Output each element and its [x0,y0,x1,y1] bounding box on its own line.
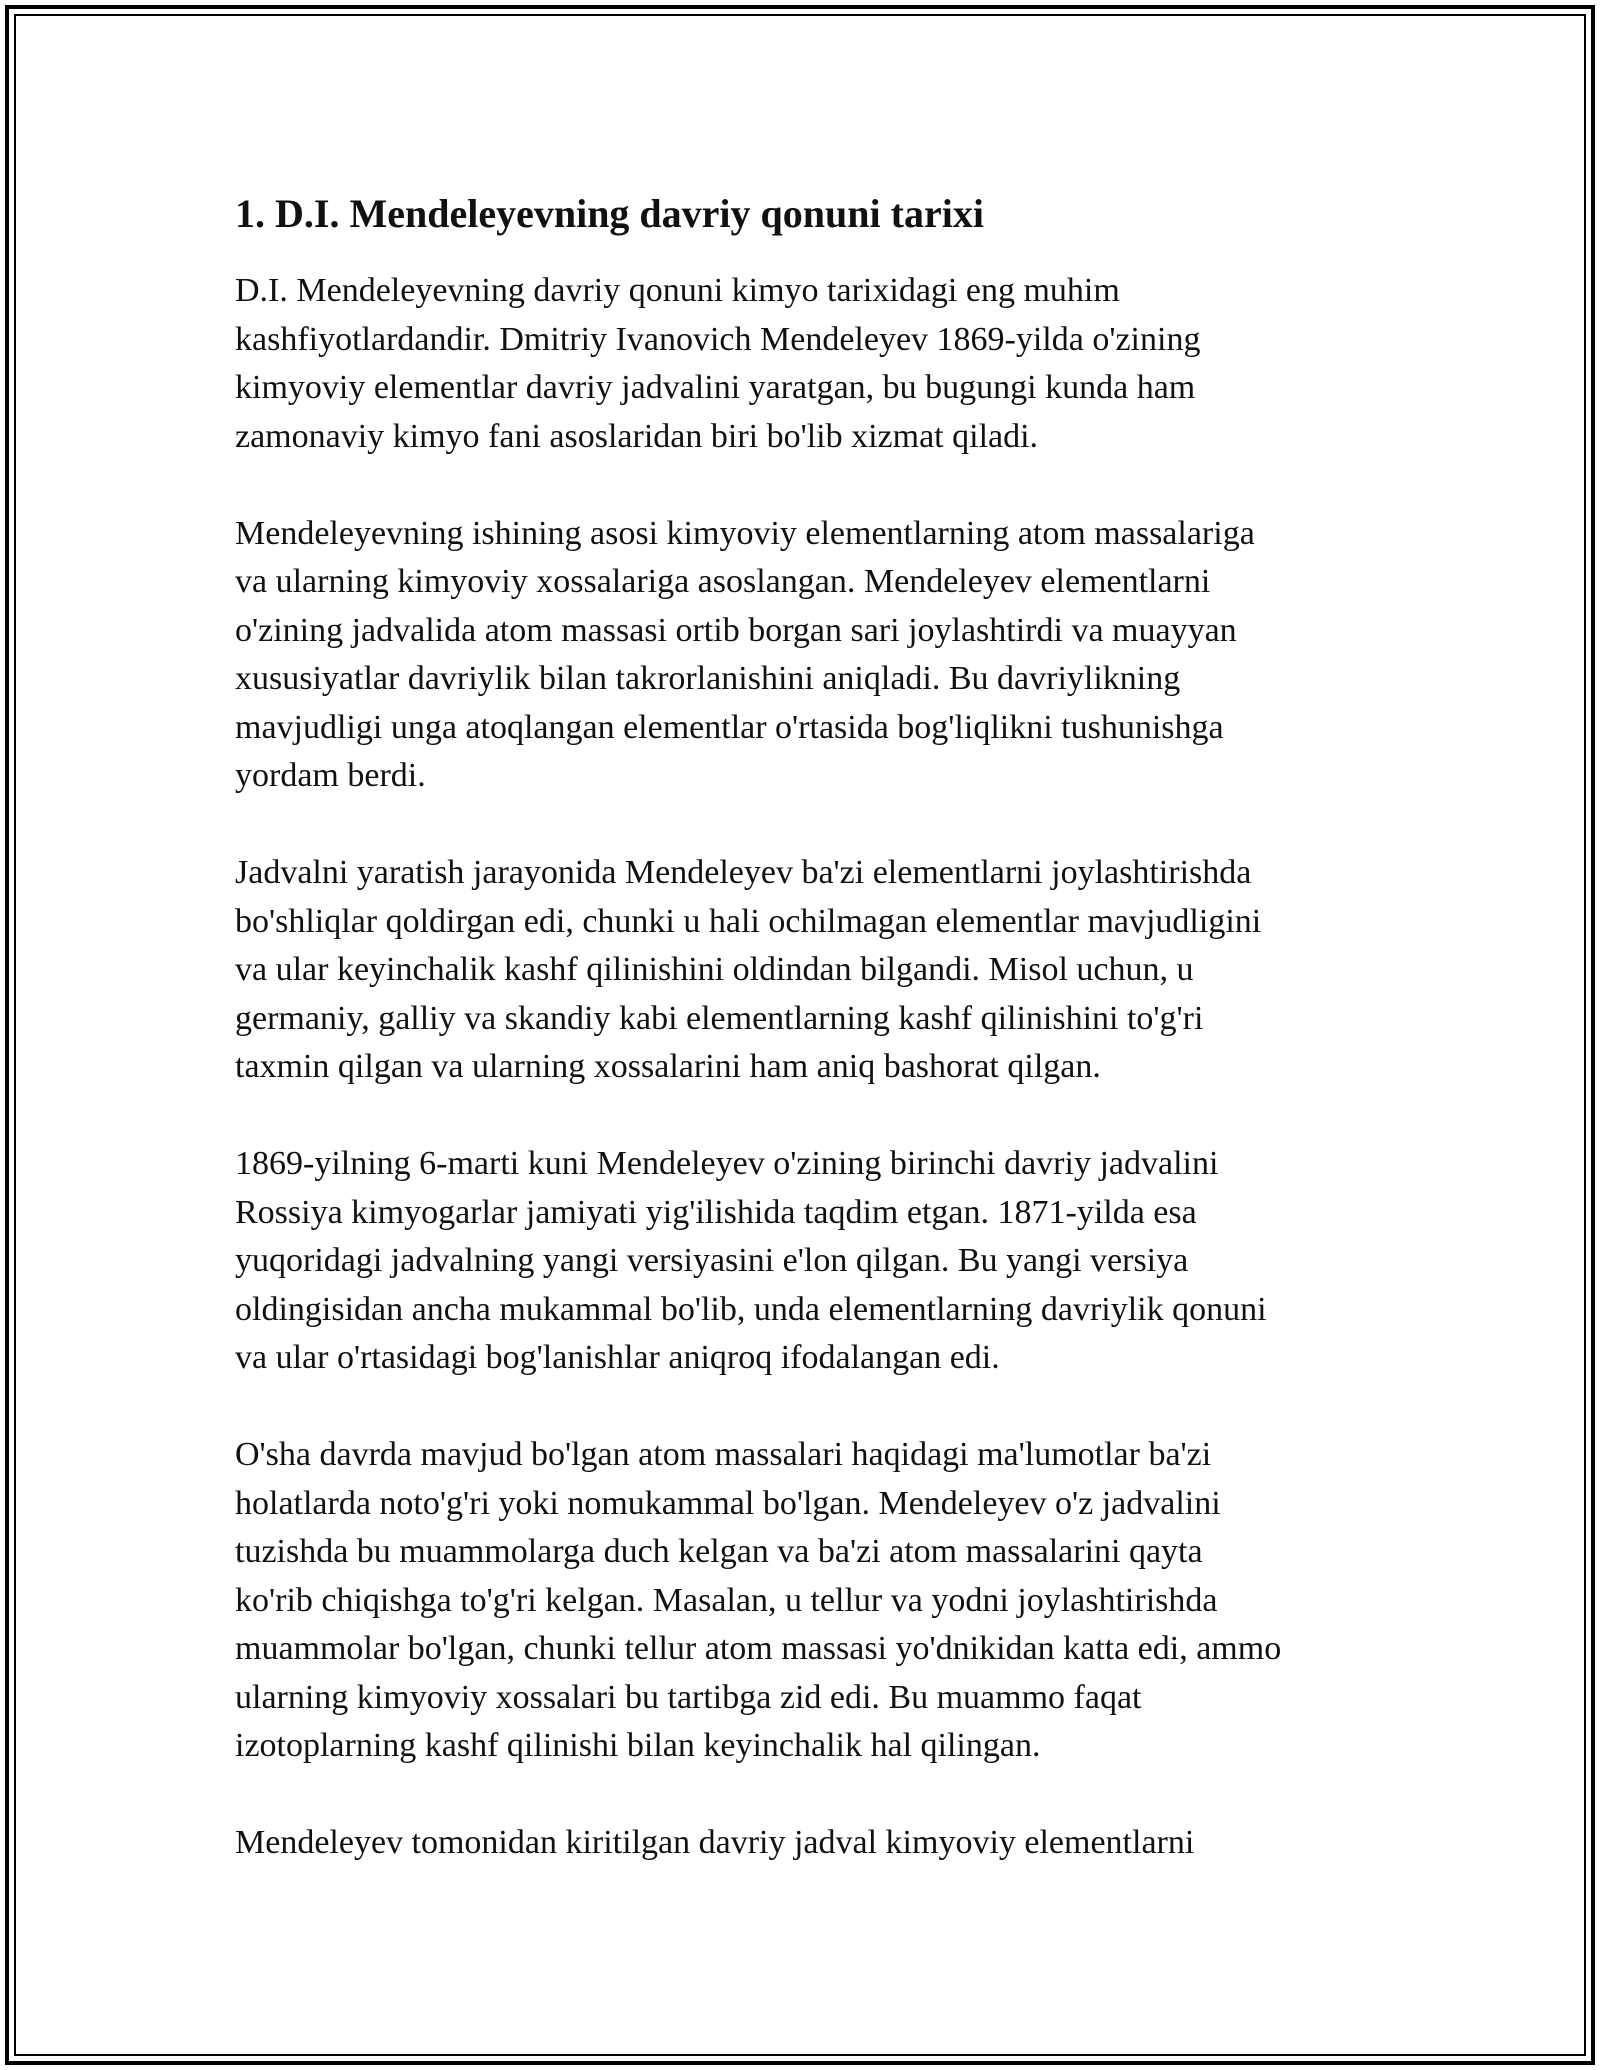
paragraph-5: O'sha davrda mavjud bo'lgan atom massalari haqidagi ma'lumotlar ba'zi holatlarda noto'g'ri yoki nomukammal bo'lgan. Mendeleyev o'z jadvalini tuzishda bu muammolarga duch kelgan va ba'zi atom massalarini qayta ko'rib chiqishga to'g'ri kelgan. Masalan, u tellur va yodni joylashtirishda muammolar bo'lgan, chunki tellur atom massasi yo'dnikidan katta edi, ammo ularning kimyoviy xossalari bu tartibga zid edi. Bu muammo faqat izotoplarning kashf qilinishi bilan keyinchalik hal qilingan. [235,1436,1282,1764]
paragraph-6: Mendeleyev tomonidan kiritilgan davriy jadval kimyoviy elementlarni [235,1824,1195,1861]
paragraph-4: 1869-yilning 6-marti kuni Mendeleyev o'zining birinchi davriy jadvalini Rossiya kimyogarlar jamiyati yig'ilishida taqdim etgan. 1871-yilda esa yuqoridagi jadvalning yangi versiyasini e'lon qilgan. Bu yangi versiya oldingisidan ancha mukammal bo'lib, unda elementlarning davriylik qonuni va ular o'rtasidagi bog'lanishlar aniqroq ifodalangan edi. [235,1145,1267,1376]
document-body [235,185,1385,1916]
paragraph-1: D.I. Mendeleyevning davriy qonuni kimyo tarixidagi eng muhim kashfiyotlardandir. Dmitriy Ivanovich Mendeleyev 1869-yilda o'zining kimyoviy elementlar davriy jadvalini yaratgan, bu bugungi kunda ham zamonaviy kimyo fani asoslaridan biri bo'lib xizmat qiladi. [235,272,1201,455]
paragraph-3: Jadvalni yaratish jarayonida Mendeleyev ba'zi elementlarni joylashtirishda bo'shliqlar qoldirgan edi, chunki u hali ochilmagan elementlar mavjudligini va ular keyinchalik kashf qilinishini oldindan bilgandi. Misol uchun, u germaniy, galliy va skandiy kabi elementlarning kashf qilinishini to'g'ri taxmin qilgan va ularning xossalarini ham aniq bashorat qilgan. [235,854,1262,1085]
section-title: 1. D.I. Mendeleyevning davriy qonuni tarixi [235,191,984,236]
paragraph-2: Mendeleyevning ishining asosi kimyoviy elementlarning atom massalariga va ularning kimyoviy xossalariga asoslangan. Mendeleyev elementlarni o'zining jadvalida atom massasi ortib borgan sari joylashtirdi va muayyan xususiyatlar davriylik bilan takrorlanishini aniqladi. Bu davriylikning mavjudligi unga atoqlangan elementlar o'rtasida bog'liqlikni tushunishga yordam berdi. [235,514,1255,794]
